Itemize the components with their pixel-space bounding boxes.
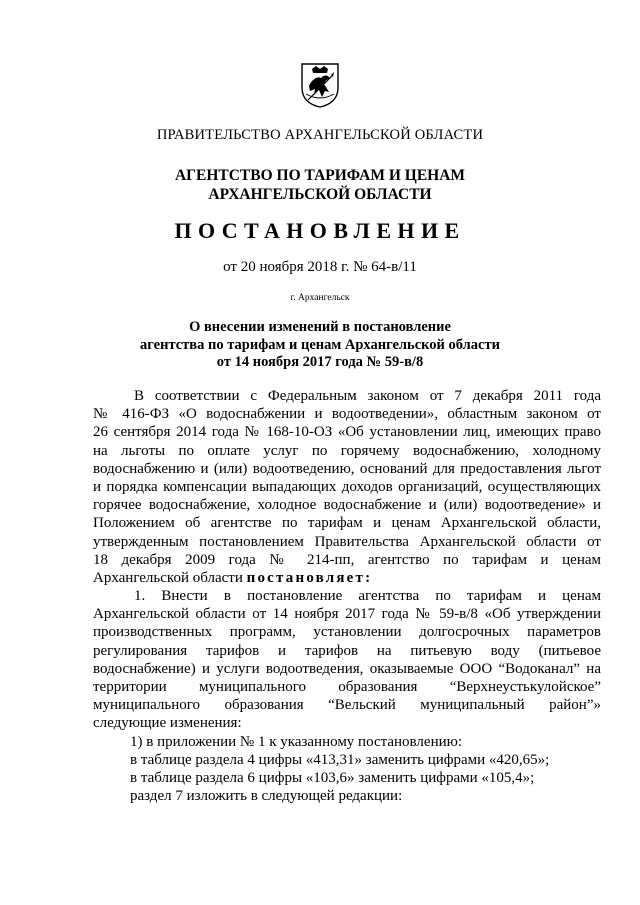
body-line: № 416-ФЗ «О водоснабжении и водоотведении», областным законом от — [93, 406, 601, 423]
body-line: водоснабжению и (или) водоотведению, оснований для предоставления льгот — [93, 460, 601, 477]
document-type: ПОСТАНОВЛЕНИЕ — [174, 218, 466, 243]
body-line: следующие изменения: — [93, 715, 242, 732]
government-name: ПРАВИТЕЛЬСТВО АРХАНГЕЛЬСКОЙ ОБЛАСТИ — [156, 127, 484, 143]
body-line: в таблице раздела 6 цифры «103,6» заменить цифрами «105,4»; — [130, 769, 535, 786]
body-line: Архангельской области от 14 ноября 2017 года № 59-в/8 «Об утверждении — [93, 606, 601, 623]
body-line: регулирования тарифов и тарифов на питьевую воду (питьевое — [93, 642, 601, 659]
subject-line: от 14 ноября 2017 года № 59-в/8 — [216, 354, 424, 370]
body-line: и порядка компенсации выпадающих доходов организаций, осуществляющих — [93, 478, 601, 495]
document-subject — [0, 319, 640, 372]
document-body — [93, 387, 601, 805]
document-date-number: от 20 ноября 2018 г. № 64-в/11 — [223, 259, 417, 275]
body-line: 1. Внести в постановление агентства по тарифам и ценам — [134, 588, 601, 605]
body-line: 18 декабря 2009 года № 214-пп, агентство по тарифам и ценам — [93, 551, 601, 568]
agency-name-line: АГЕНТСТВО ПО ТАРИФАМ И ЦЕНАМ — [174, 167, 466, 184]
body-line: утвержденным постановлением Правительства Архангельской области от — [93, 533, 601, 550]
body-line: Положением об агентстве по тарифам и ценам Архангельской области, — [93, 515, 601, 532]
body-line: 26 сентября 2014 года № 168-10-ОЗ «Об установлении лиц, имеющих право — [93, 424, 601, 441]
body-line: производственных программ, установлении долгосрочных параметров — [93, 624, 601, 641]
subject-line: О внесении изменений в постановление — [189, 319, 451, 335]
resolves-keyword: постановляет: — [246, 569, 373, 586]
body-line — [93, 569, 601, 587]
body-line: горячее водоснабжение, холодное водоснабжение и (или) водоотведение» и — [93, 497, 601, 514]
coat-of-arms-icon — [300, 62, 340, 108]
body-line: В соответствии с Федеральным законом от 7 декабря 2011 года — [134, 388, 601, 404]
document-city: г. Архангельск — [290, 293, 350, 303]
agency-name-line: АРХАНГЕЛЬСКОЙ ОБЛАСТИ — [208, 186, 432, 203]
subject-line: агентства по тарифам и ценам Архангельской области — [140, 336, 500, 353]
body-line: 1) в приложении № 1 к указанному постановлению: — [130, 733, 462, 750]
body-text: Архангельской области — [93, 569, 247, 586]
agency-name — [0, 166, 640, 204]
body-line: территории муниципального образования “Верхнеустькулойское” — [93, 679, 601, 695]
body-line: на льготы по оплате услуг по горячему водоснабжению, холодному — [93, 442, 601, 459]
body-line: муниципального образования “Вельский муниципальный район”» — [93, 697, 601, 714]
body-line: водоснабжение) и услуги водоотведения, оказываемые ООО “Водоканал” на — [93, 660, 601, 677]
body-line: раздел 7 изложить в следующей редакции: — [130, 788, 403, 805]
body-line: в таблице раздела 4 цифры «413,31» заменить цифрами «420,65»; — [130, 751, 550, 768]
